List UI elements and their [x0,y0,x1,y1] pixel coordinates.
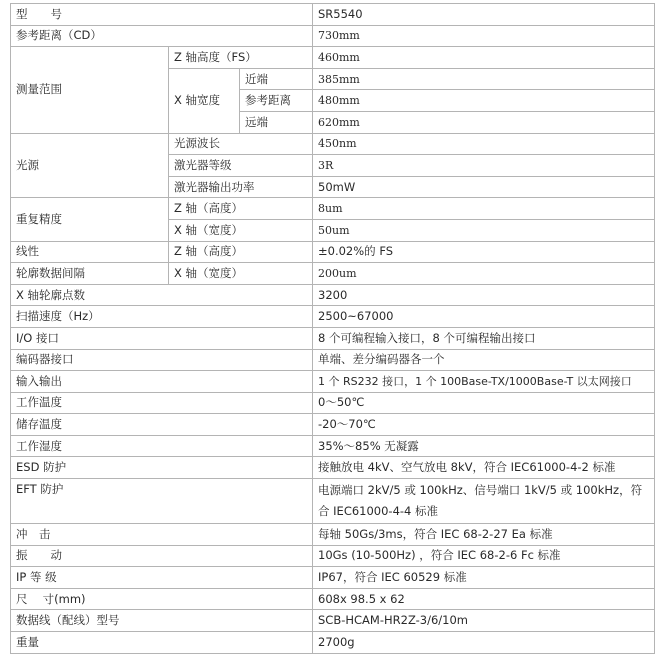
group-label-measuring-range: 测量范围 [11,47,169,133]
table-row [11,25,655,47]
table-row [11,392,655,414]
row-sublabel: Z 轴（高度） [169,198,313,220]
table-row [11,284,655,306]
row-label: 扫描速度（Hz） [11,306,313,328]
table-row [11,567,655,589]
row-label: ESD 防护 [11,457,313,479]
table-row [11,371,655,393]
row-sublabel: X 轴（宽度） [169,219,313,241]
row-label: 线性 [11,241,169,263]
row-sublabel: X 轴宽度 [169,68,240,133]
row-value: 200um [313,263,655,285]
row-label: 工作湿度 [11,435,313,457]
row-sublabel: Z 轴高度（FS） [169,47,313,69]
row-value: 50mW [313,176,655,198]
row-sublabel: 激光器输出功率 [169,176,313,198]
group-label-light-source: 光源 [11,133,169,198]
row-value: 8um [313,198,655,220]
row-sublabel: Z 轴（高度） [169,241,313,263]
row-value: 每轴 50Gs/3ms，符合 IEC 68-2-27 Ea 标准 [313,524,655,546]
row-subsublabel: 近端 [240,68,313,90]
row-value: 10Gs (10-500Hz) ，符合 IEC 68-2-6 Fc 标准 [313,545,655,567]
row-label: 尺 寸(mm) [11,588,313,610]
row-value: 1 个 RS232 接口，1 个 100Base-TX/1000Base-T 以太网接口 [313,371,655,393]
row-value: 电源端口 2kV/5 或 100kHz、信号端口 1kV/5 或 100kHz，符合 IEC61000-4-4 标准 [313,479,655,524]
row-value: SR5540 [313,4,655,26]
row-label: I/O 接口 [11,327,313,349]
table-row [11,479,655,524]
table-row [11,47,655,69]
row-label: 数据线（配线）型号 [11,610,313,632]
row-value: SCB-HCAM-HR2Z-3/6/10m [313,610,655,632]
row-value: 35%～85% 无凝露 [313,435,655,457]
table-row [11,263,655,285]
table-row [11,133,655,155]
row-sublabel: 光源波长 [169,133,313,155]
row-label: 参考距离（CD） [11,25,313,47]
table-row [11,414,655,436]
row-value: 50um [313,219,655,241]
row-value: 608x 98.5 x 62 [313,588,655,610]
row-value: 460mm [313,47,655,69]
table-row [11,632,655,654]
row-label: 型 号 [11,4,313,26]
row-subsublabel: 远端 [240,111,313,133]
table-row [11,198,655,220]
row-value: 730mm [313,25,655,47]
row-label: 振 动 [11,545,313,567]
row-value: 2700g [313,632,655,654]
table-row [11,545,655,567]
row-value: 接触放电 4kV、空气放电 8kV，符合 IEC61000-4-2 标准 [313,457,655,479]
table-row [11,327,655,349]
row-label: 工作温度 [11,392,313,414]
row-subsublabel: 参考距离 [240,90,313,112]
row-label: 轮廓数据间隔 [11,263,169,285]
table-row [11,241,655,263]
row-label: IP 等 级 [11,567,313,589]
group-label-repeatability: 重复精度 [11,198,169,241]
table-row [11,457,655,479]
row-label: 储存温度 [11,414,313,436]
row-sublabel: 激光器等级 [169,155,313,177]
row-label: 编码器接口 [11,349,313,371]
row-label: 冲 击 [11,524,313,546]
table-row [11,610,655,632]
row-value: 450nm [313,133,655,155]
row-label: EFT 防护 [11,479,313,524]
row-value: 8 个可编程输入接口，8 个可编程输出接口 [313,327,655,349]
row-value: 385mm [313,68,655,90]
table-row [11,306,655,328]
table-row [11,4,655,26]
spec-table [10,3,655,654]
row-label: 输入输出 [11,371,313,393]
row-value: 0～50℃ [313,392,655,414]
table-row [11,588,655,610]
row-value: 620mm [313,111,655,133]
row-value: -20～70℃ [313,414,655,436]
row-label: 重量 [11,632,313,654]
row-value: 单端、差分编码器各一个 [313,349,655,371]
row-value: 3200 [313,284,655,306]
table-row [11,435,655,457]
row-value: 480mm [313,90,655,112]
table-row [11,349,655,371]
row-value: ±0.02%的 FS [313,241,655,263]
row-value: 2500~67000 [313,306,655,328]
row-value: IP67，符合 IEC 60529 标准 [313,567,655,589]
table-row [11,524,655,546]
row-label: X 轴轮廓点数 [11,284,313,306]
row-value: 3R [313,155,655,177]
row-sublabel: X 轴（宽度） [169,263,313,285]
